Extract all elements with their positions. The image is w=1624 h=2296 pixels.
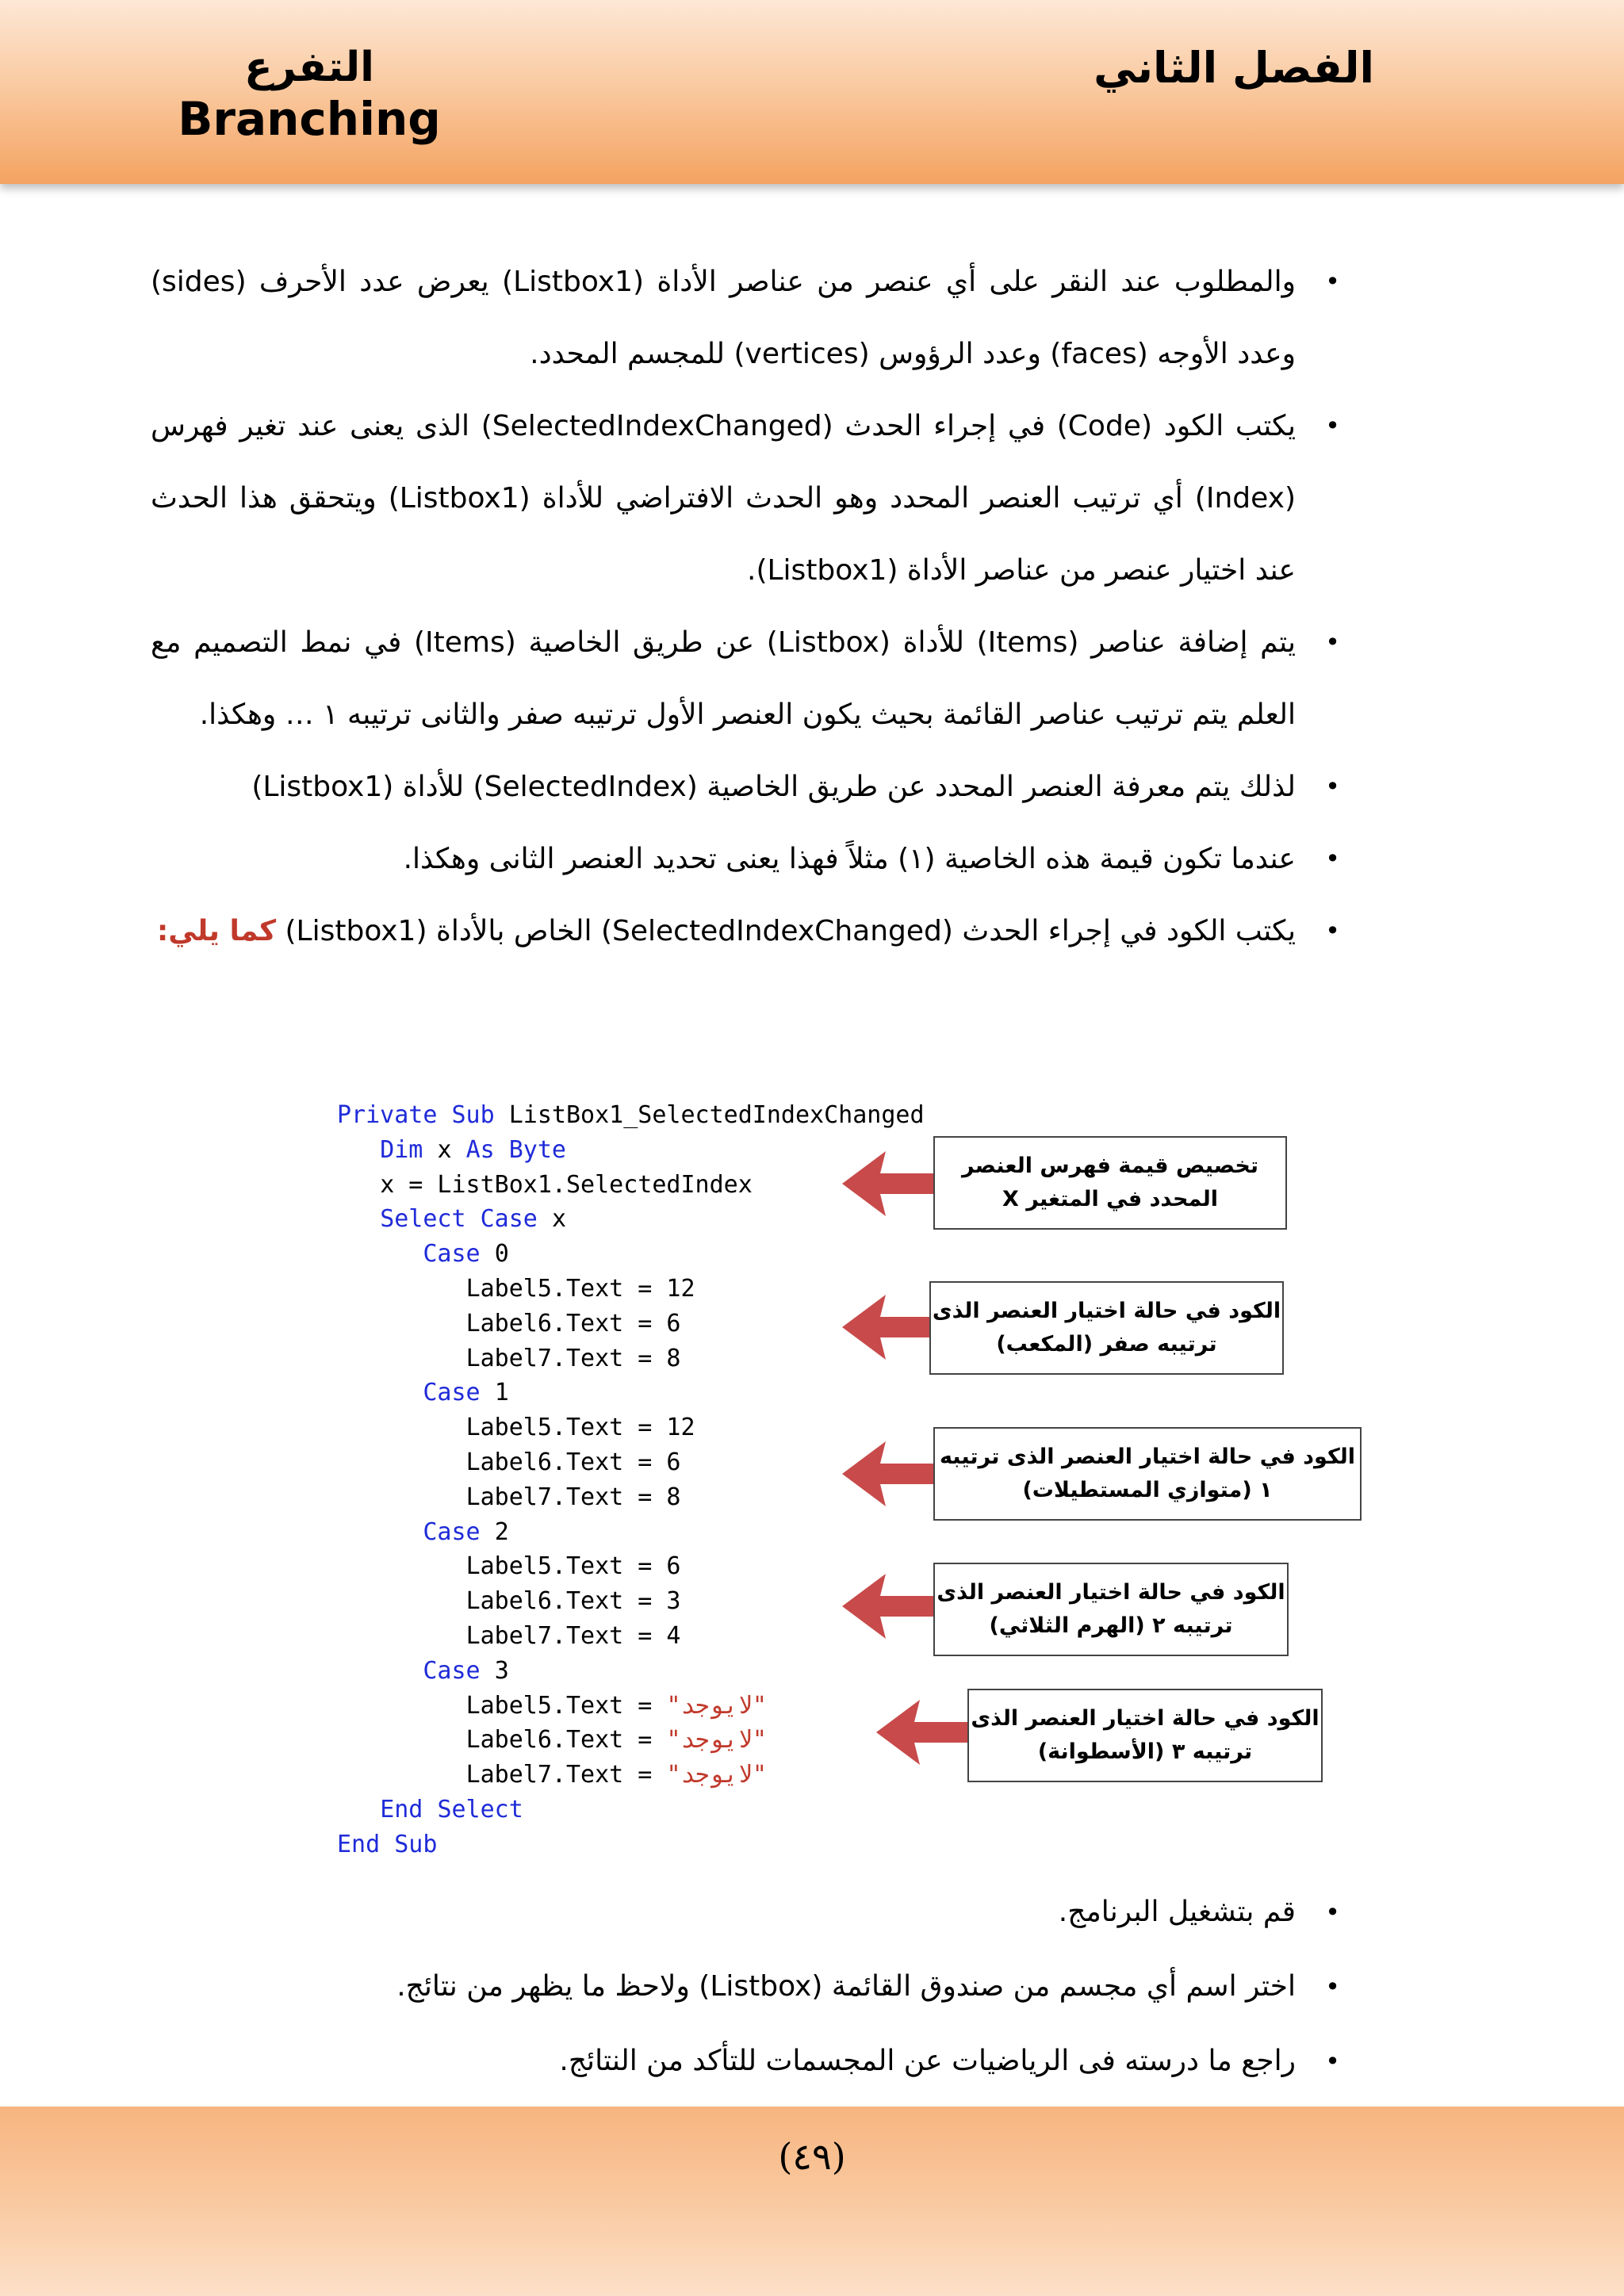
code-listing: [337, 1098, 925, 1862]
code-line: [337, 1584, 925, 1619]
keyword: Byte: [508, 1135, 566, 1164]
bullet-icon: •: [1325, 411, 1340, 441]
code-line: [337, 1341, 925, 1376]
bullet-text: والمطلوب عند النقر على أي عنصر من عناصر الأداة (Listbox1) يعرض عدد الأحرف (sides) وعدد الأوجه (faces) وعدد الرؤوس (vertices) للمجسم المحدد.: [151, 266, 1296, 370]
bullet-icon: •: [1325, 844, 1340, 874]
case-value: 0: [494, 1240, 509, 1269]
keyword: Case: [423, 1517, 481, 1546]
arrow-left-icon: [842, 1151, 936, 1216]
code-line: [337, 1098, 925, 1133]
code-line: [337, 1689, 925, 1724]
variable: x: [551, 1205, 566, 1234]
code-line: [337, 1723, 925, 1758]
list-item: [151, 2024, 1340, 2099]
bullet-text: يكتب الكود (Code) في إجراء الحدث (SelectedIndexChanged) الذى يعنى عند تغير فهرس (Index) أي ترتيب العنصر المحدد وهو الحدث الافتراضي للأداة (Listbox1) ويتحقق هذا الحدث عند اختيار عنصر من عناصر الأداة (Listbox1).: [151, 410, 1296, 587]
string-literal: "لايوجد": [666, 1726, 767, 1755]
keyword: Case: [423, 1656, 481, 1685]
code-line: [337, 1515, 925, 1550]
annotation-box: الكود في حالة اختيار العنصر الذى ترتيبه صفر (المكعب): [929, 1281, 1284, 1375]
keyword: Dim: [380, 1135, 423, 1164]
bullet-list: [151, 246, 1340, 967]
code-line: [337, 1480, 925, 1515]
keyword: Select: [380, 1205, 466, 1234]
bullet-text: قم بتشغيل البرنامج.: [1058, 1896, 1296, 1928]
keyword: Select: [437, 1795, 523, 1823]
section-title-arabic: التفرع: [244, 44, 374, 91]
code-text: Label7.Text = 8: [465, 1483, 681, 1511]
keyword: Sub: [394, 1830, 438, 1858]
arrow-left-icon: [842, 1295, 933, 1360]
bullet-text: يتم إضافة عناصر (Items) للأداة (Listbox) عن طريق الخاصية (Items) في نمط التصميم مع العلم يتم ترتيب عناصر القائمة بحيث يكون العنصر الأول ترتيبه صفر والثانى ترتيبه ١ … وهكذا.: [151, 626, 1297, 731]
code-text: Label5.Text = 12: [465, 1414, 695, 1442]
keyword: Case: [423, 1240, 481, 1269]
list-item: [151, 751, 1340, 823]
code-line: [337, 1272, 925, 1307]
code-text: Label5.Text = 6: [465, 1552, 681, 1581]
code-text: Label5.Text = 12: [465, 1274, 695, 1303]
code-line: [337, 1168, 925, 1203]
arrow-left-icon: [842, 1441, 936, 1506]
case-value: 1: [494, 1379, 509, 1407]
bullet-text: عندما تكون قيمة هذه الخاصية (١) مثلاً فهذا يعنى تحديد العنصر الثانى وهكذا.: [403, 843, 1296, 875]
code-line: [337, 1827, 925, 1862]
highlight-text: كما يلي:: [156, 915, 277, 947]
arrow-left-icon: [842, 1574, 936, 1639]
code-text: Label6.Text = 6: [465, 1309, 681, 1337]
annotation-box: تخصيص قيمة فهرس العنصر المحدد في المتغير X: [933, 1136, 1287, 1230]
section-title: [170, 43, 448, 146]
bullet-icon: •: [1325, 916, 1340, 946]
code-line: [337, 1133, 925, 1168]
list-item: [151, 390, 1340, 607]
keyword: Case: [480, 1205, 538, 1234]
code-line: [337, 1445, 925, 1480]
bullet-text: لذلك يتم معرفة العنصر المحدد عن طريق الخاصية (SelectedIndex) للأداة (Listbox1): [251, 771, 1296, 803]
keyword: Sub: [451, 1101, 495, 1129]
keyword: Private: [337, 1101, 438, 1129]
chapter-title: الفصل الثاني: [1094, 43, 1374, 93]
bullet-text: اختر اسم أي مجسم من صندوق القائمة (Listbox) ولاحظ ما يظهر من نتائج.: [396, 1970, 1296, 2003]
bullet-text: راجع ما درسته فى الرياضيات عن المجسمات للتأكد من النتائج.: [559, 2045, 1296, 2077]
code-line: [337, 1202, 925, 1237]
keyword: End: [380, 1795, 423, 1823]
code-text: Label7.Text =: [465, 1761, 667, 1789]
bullet-text: يكتب الكود في إجراء الحدث (SelectedIndexChanged) الخاص بالأداة (Listbox1): [285, 915, 1296, 947]
list-item: [151, 246, 1340, 390]
code-text: Label7.Text = 4: [465, 1621, 681, 1650]
bullet-icon: •: [1325, 771, 1340, 802]
code-line: [337, 1237, 925, 1272]
code-text: Label5.Text =: [465, 1691, 667, 1720]
list-item: [151, 1875, 1340, 1950]
keyword: As: [465, 1135, 495, 1164]
list-item: [151, 607, 1340, 751]
list-item: [151, 823, 1340, 895]
string-literal: "لايوجد": [666, 1691, 767, 1720]
code-text: Label7.Text = 8: [465, 1344, 681, 1372]
keyword: End: [337, 1830, 381, 1858]
annotation-box: الكود في حالة اختيار العنصر الذى ترتيبه ٢ (الهرم الثلاثي): [933, 1563, 1289, 1656]
bottom-bullet-list: [151, 1875, 1340, 2099]
bullet-icon: •: [1325, 1897, 1340, 1927]
case-value: 3: [494, 1656, 509, 1685]
code-line: [337, 1654, 925, 1689]
section-title-english: Branching: [178, 92, 441, 146]
string-literal: "لايوجد": [666, 1761, 767, 1789]
bullet-icon: •: [1325, 1972, 1340, 2002]
code-line: [337, 1758, 925, 1793]
annotation-box: الكود في حالة اختيار العنصر الذى ترتيبه ٣ (الأسطوانة): [967, 1689, 1323, 1782]
code-line: [337, 1376, 925, 1410]
arrow-left-icon: [876, 1700, 970, 1765]
code-text: Label6.Text = 3: [465, 1587, 681, 1616]
list-item: [151, 895, 1340, 967]
bullet-icon: •: [1325, 266, 1340, 297]
page-number: (٤٩): [778, 2135, 846, 2178]
sub-name: ListBox1_SelectedIndexChanged: [508, 1101, 925, 1129]
variable: x: [437, 1135, 452, 1164]
code-line: [337, 1307, 925, 1341]
bullet-icon: •: [1325, 2046, 1340, 2076]
code-line: [337, 1619, 925, 1654]
bullet-icon: •: [1325, 627, 1340, 657]
annotation-box: الكود في حالة اختيار العنصر الذى ترتيبه ١ (متوازي المستطيلات): [933, 1427, 1362, 1521]
code-line: [337, 1549, 925, 1584]
code-text: x = ListBox1.SelectedIndex: [380, 1170, 753, 1199]
code-text: Label6.Text = 6: [465, 1448, 681, 1476]
code-line: [337, 1410, 925, 1445]
code-text: Label6.Text =: [465, 1726, 667, 1755]
case-value: 2: [494, 1517, 509, 1546]
list-item: [151, 1950, 1340, 2024]
keyword: Case: [423, 1379, 481, 1407]
code-line: [337, 1793, 925, 1827]
